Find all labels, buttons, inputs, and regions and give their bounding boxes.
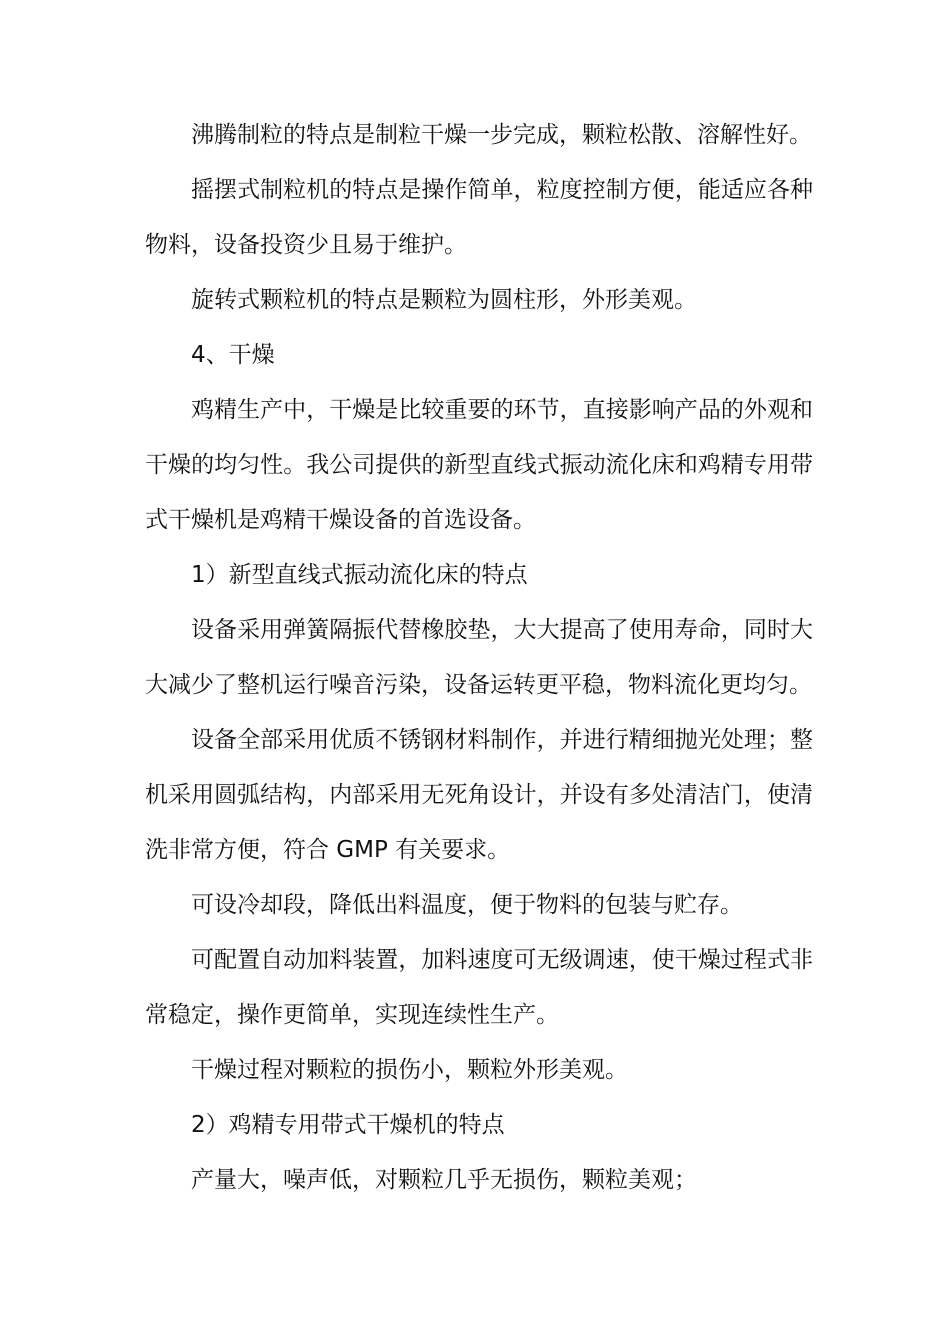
paragraph-cooling-section: 可设冷却段，降低出料温度，便于物料的包装与贮存。 xyxy=(191,892,743,918)
section-heading-drying: 4、干燥 xyxy=(191,342,275,368)
paragraph-spring-isolation: 设备采用弹簧隔振代替橡胶垫，大大提高了使用寿命，同时大大减少了整机运行噪音污染，设备运转更平稳，物料流化更均匀。 xyxy=(145,617,813,698)
subheading-vibrating-fluid-bed: 1）新型直线式振动流化床的特点 xyxy=(191,562,528,588)
subheading-belt-dryer: 2）鸡精专用带式干燥机的特点 xyxy=(191,1112,505,1138)
document-body xyxy=(145,108,813,1208)
paragraph-fluid-bed-granulation: 沸腾制粒的特点是制粒干燥一步完成，颗粒松散、溶解性好。 xyxy=(191,122,812,148)
paragraph-rotary-granulator: 旋转式颗粒机的特点是颗粒为圆柱形，外形美观。 xyxy=(191,287,697,313)
paragraph-low-damage: 干燥过程对颗粒的损伤小，颗粒外形美观。 xyxy=(191,1057,628,1083)
paragraph-auto-feeding: 可配置自动加料装置，加料速度可无级调速，使干燥过程式非常稳定，操作更简单，实现连续性生产。 xyxy=(145,947,813,1028)
paragraph-belt-dryer-features: 产量大，噪声低，对颗粒几乎无损伤，颗粒美观； xyxy=(191,1167,697,1193)
paragraph-swing-granulator: 摇摆式制粒机的特点是操作简单，粒度控制方便，能适应各种物料，设备投资少且易于维护。 xyxy=(145,177,813,258)
paragraph-stainless-steel: 设备全部采用优质不锈钢材料制作，并进行精细抛光处理；整机采用圆弧结构，内部采用无死角设计，并设有多处清洁门，使清洗非常方便，符合 GMP 有关要求。 xyxy=(145,727,813,863)
paragraph-drying-intro: 鸡精生产中，干燥是比较重要的环节，直接影响产品的外观和干燥的均匀性。我公司提供的新型直线式振动流化床和鸡精专用带式干燥机是鸡精干燥设备的首选设备。 xyxy=(145,397,813,533)
